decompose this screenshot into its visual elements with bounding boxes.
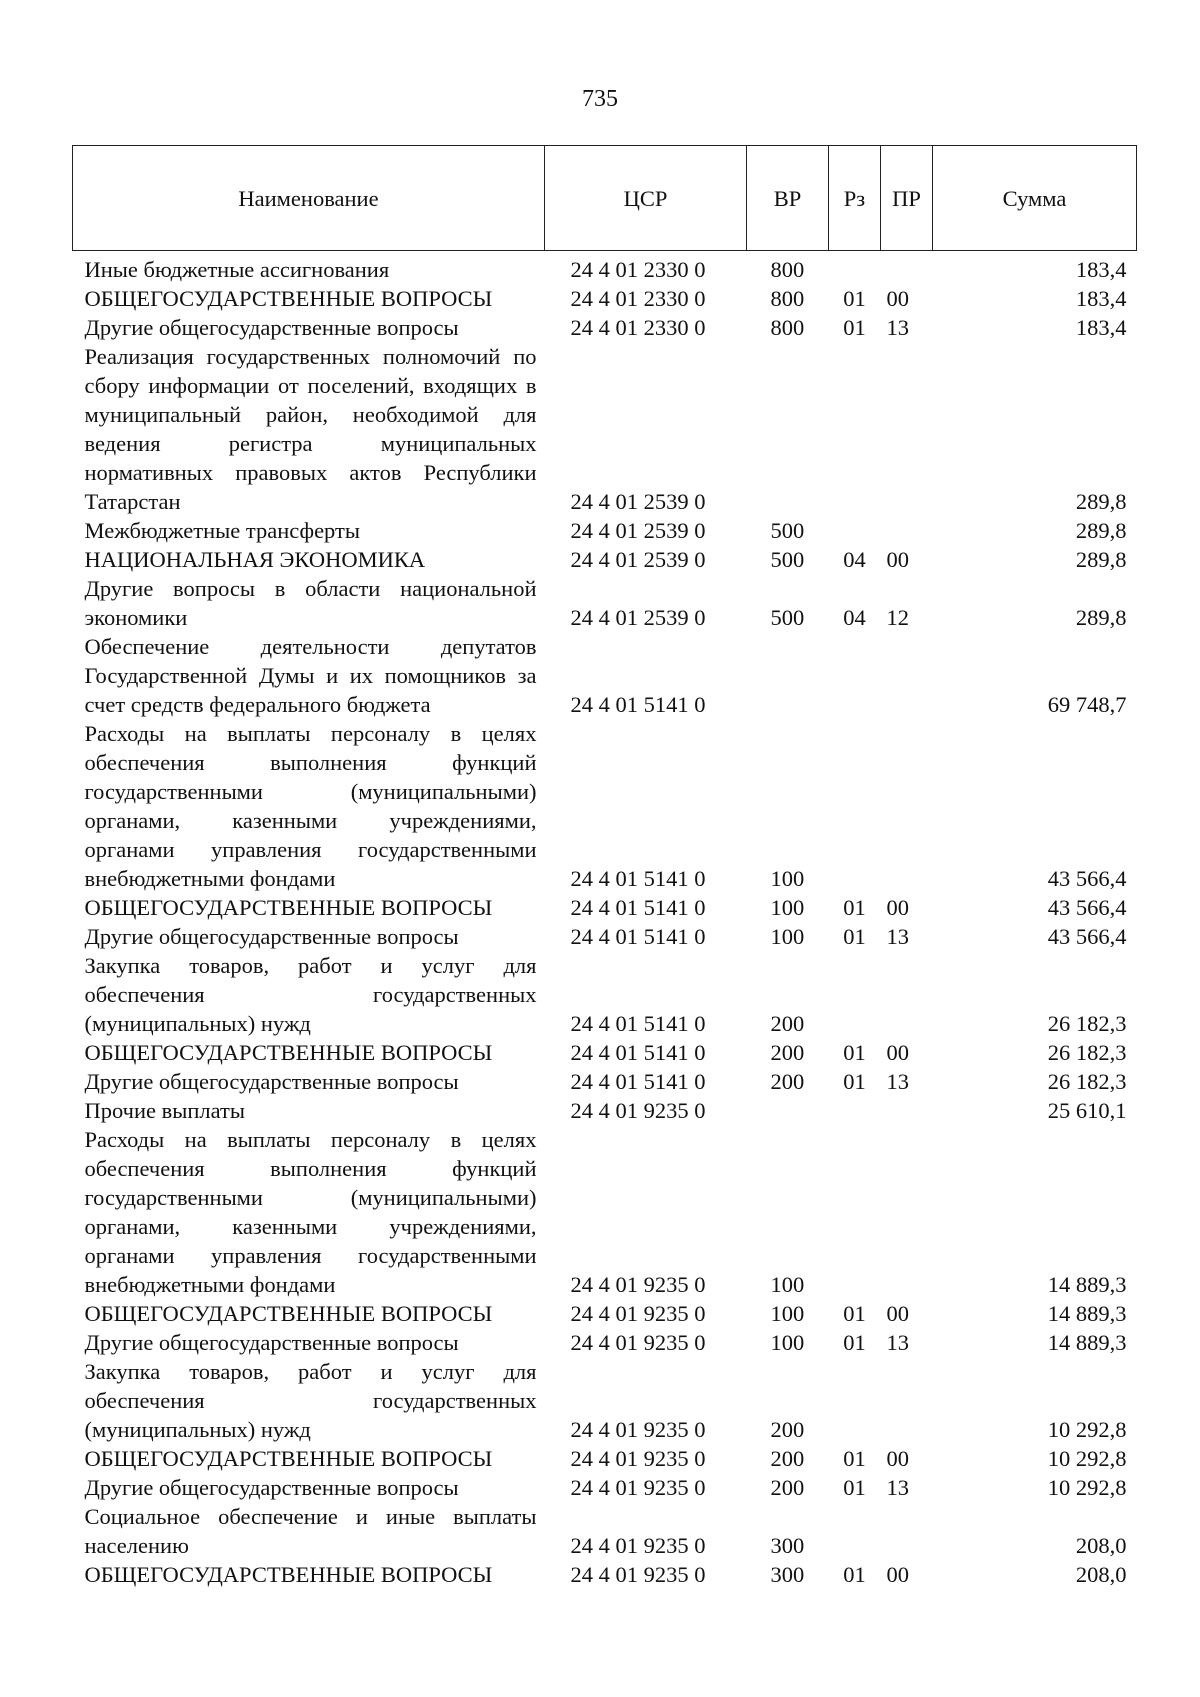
cell-name: ОБЩЕГОСУДАРСТВЕННЫЕ ВОПРОСЫ [84,895,493,920]
cell-rz [829,251,881,285]
table-row [73,1473,1137,1502]
cell-pr [881,951,933,1038]
cell-csr: 24 4 01 2539 0 [570,489,706,514]
cell-pr: 00 [886,1562,909,1587]
cell-sum: 289,8 [1075,605,1127,630]
cell-csr: 24 4 01 2330 0 [570,315,706,340]
cell-vr: 100 [770,1272,805,1297]
cell-vr: 100 [770,895,805,920]
cell-csr: 24 4 01 9235 0 [570,1330,706,1355]
cell-rz [829,1096,881,1125]
cell-csr: 24 4 01 9235 0 [570,1562,706,1587]
table-row [73,1502,1137,1560]
cell-vr: 500 [770,605,805,630]
cell-sum: 10 292,8 [1047,1417,1127,1442]
cell-csr: 24 4 01 9235 0 [570,1272,706,1297]
cell-csr: 24 4 01 5141 0 [570,1040,706,1065]
cell-sum: 26 182,3 [1047,1069,1127,1094]
cell-pr: 00 [886,1040,909,1065]
cell-csr: 24 4 01 5141 0 [570,692,706,717]
cell-name: Закупка товаров, работ и услуг для обеспечения государственных (муниципальных) нужд [84,953,537,1036]
cell-csr: 24 4 01 9235 0 [570,1301,706,1326]
table-row [73,922,1137,951]
cell-rz: 01 [843,315,866,340]
cell-pr [881,1125,933,1299]
cell-csr: 24 4 01 9235 0 [570,1417,706,1442]
cell-vr [747,342,829,516]
cell-vr [747,1096,829,1125]
cell-csr: 24 4 01 9235 0 [570,1446,706,1471]
cell-csr: 24 4 01 2330 0 [570,286,706,311]
cell-name: Закупка товаров, работ и услуг для обеспечения государственных (муниципальных) нужд [84,1359,537,1442]
cell-vr: 500 [770,547,805,572]
cell-name: Прочие выплаты [84,1098,245,1123]
table-row [73,1067,1137,1096]
cell-vr: 200 [770,1446,805,1471]
cell-name: Другие общегосударственные вопросы [84,1069,459,1094]
table-row [73,1038,1137,1067]
cell-vr: 200 [770,1040,805,1065]
cell-name: ОБЩЕГОСУДАРСТВЕННЫЕ ВОПРОСЫ [84,1562,493,1587]
cell-name: Другие общегосударственные вопросы [84,1475,459,1500]
cell-rz: 01 [843,1330,866,1355]
cell-pr [881,719,933,893]
cell-csr: 24 4 01 5141 0 [570,924,706,949]
budget-table [72,145,1137,1589]
cell-name: Расходы на выплаты персоналу в целях обеспечения выполнения функций государственными (муниципальными) органами, казенными учреждениями, органами управления государственными внебюджетными фондами [84,1127,537,1297]
cell-csr: 24 4 01 2539 0 [570,518,706,543]
cell-rz [829,719,881,893]
table-header [73,146,1137,251]
cell-vr: 800 [770,257,805,282]
cell-name: Другие вопросы в области национальной экономики [84,576,537,630]
cell-sum: 14 889,3 [1047,1272,1127,1297]
cell-vr: 300 [770,1562,805,1587]
cell-sum: 43 566,4 [1047,924,1127,949]
cell-vr: 100 [770,924,805,949]
cell-pr [881,1096,933,1125]
cell-sum: 289,8 [1075,518,1127,543]
cell-csr: 24 4 01 5141 0 [570,895,706,920]
cell-vr: 300 [770,1533,805,1558]
cell-vr: 500 [770,518,805,543]
cell-sum: 208,0 [1075,1562,1127,1587]
table-row [73,313,1137,342]
cell-pr: 00 [886,547,909,572]
cell-sum: 25 610,1 [1047,1098,1127,1123]
cell-sum: 43 566,4 [1047,895,1127,920]
table-body [73,251,1137,1590]
cell-pr [881,516,933,545]
cell-pr [881,342,933,516]
table-row [73,545,1137,574]
page-number: 735 [582,86,618,112]
cell-name: Реализация государственных полномочий по сбору информации от поселений, входящих в муниципальный район, необходимой для ведения регистра муниципальных нормативных правовых актов Республики Татарстан [84,344,537,514]
cell-name: Социальное обеспечение и иные выплаты населению [84,1504,537,1558]
cell-pr: 13 [886,315,909,340]
cell-vr: 100 [770,866,805,891]
cell-pr: 00 [886,895,909,920]
cell-rz: 01 [843,1040,866,1065]
cell-name: ОБЩЕГОСУДАРСТВЕННЫЕ ВОПРОСЫ [84,1446,493,1471]
cell-sum: 10 292,8 [1047,1446,1127,1471]
cell-csr: 24 4 01 5141 0 [570,1011,706,1036]
table-row [73,284,1137,313]
cell-name: Иные бюджетные ассигнования [84,257,390,282]
cell-pr: 13 [886,1069,909,1094]
cell-sum: 289,8 [1075,489,1127,514]
table-row [73,1299,1137,1328]
cell-csr: 24 4 01 9235 0 [570,1475,706,1500]
cell-vr [747,632,829,719]
cell-name: Расходы на выплаты персоналу в целях обеспечения выполнения функций государственными (муниципальными) органами, казенными учреждениями, органами управления государственными внебюджетными фондами [84,721,537,891]
column-header-pr: ПР [881,146,933,251]
table-row [73,1560,1137,1589]
cell-pr: 13 [886,1330,909,1355]
table-row [73,1444,1137,1473]
column-header-rz: Рз [829,146,881,251]
cell-rz [829,342,881,516]
cell-pr: 13 [886,924,909,949]
cell-name: Другие общегосударственные вопросы [84,1330,459,1355]
cell-sum: 69 748,7 [1047,692,1127,717]
cell-name: Обеспечение деятельности депутатов Государственной Думы и их помощников за счет средств федерального бюджета [84,634,537,717]
cell-csr: 24 4 01 9235 0 [570,1098,706,1123]
cell-pr: 13 [886,1475,909,1500]
cell-rz: 04 [843,547,866,572]
cell-pr: 00 [886,1301,909,1326]
cell-vr: 200 [770,1417,805,1442]
table-row [73,1328,1137,1357]
cell-sum: 26 182,3 [1047,1011,1127,1036]
cell-rz [829,516,881,545]
table-row [73,251,1137,285]
cell-pr [881,632,933,719]
header-row [73,146,1137,251]
cell-name: ОБЩЕГОСУДАРСТВЕННЫЕ ВОПРОСЫ [84,286,493,311]
cell-sum: 208,0 [1075,1533,1127,1558]
table-row [73,632,1137,719]
cell-sum: 14 889,3 [1047,1301,1127,1326]
column-header-vr: ВР [747,146,829,251]
cell-sum: 26 182,3 [1047,1040,1127,1065]
table-row [73,719,1137,893]
cell-sum: 289,8 [1075,547,1127,572]
cell-csr: 24 4 01 2539 0 [570,547,706,572]
cell-pr [881,251,933,285]
cell-csr: 24 4 01 5141 0 [570,866,706,891]
cell-vr: 200 [770,1011,805,1036]
cell-rz: 01 [843,1446,866,1471]
cell-vr: 100 [770,1330,805,1355]
cell-rz: 01 [843,1069,866,1094]
cell-sum: 10 292,8 [1047,1475,1127,1500]
table-row [73,1357,1137,1444]
cell-name: ОБЩЕГОСУДАРСТВЕННЫЕ ВОПРОСЫ [84,1301,493,1326]
cell-rz [829,632,881,719]
table-row [73,1125,1137,1299]
cell-sum: 14 889,3 [1047,1330,1127,1355]
cell-rz [829,1125,881,1299]
table-row [73,516,1137,545]
cell-name: НАЦИОНАЛЬНАЯ ЭКОНОМИКА [84,547,426,572]
cell-rz: 01 [843,924,866,949]
cell-rz: 01 [843,286,866,311]
cell-rz: 01 [843,1562,866,1587]
cell-name: ОБЩЕГОСУДАРСТВЕННЫЕ ВОПРОСЫ [84,1040,493,1065]
table-row [73,574,1137,632]
cell-csr: 24 4 01 2539 0 [570,605,706,630]
cell-csr: 24 4 01 5141 0 [570,1069,706,1094]
cell-csr: 24 4 01 9235 0 [570,1533,706,1558]
cell-sum: 43 566,4 [1047,866,1127,891]
cell-name: Другие общегосударственные вопросы [84,315,459,340]
table-row [73,1096,1137,1125]
cell-name: Межбюджетные трансферты [84,518,360,543]
table-row [73,342,1137,516]
cell-pr [881,1357,933,1444]
cell-rz [829,1357,881,1444]
column-header-name: Наименование [73,146,545,251]
cell-rz: 01 [843,1301,866,1326]
cell-vr: 200 [770,1475,805,1500]
table-row [73,893,1137,922]
cell-vr: 800 [770,286,805,311]
cell-name: Другие общегосударственные вопросы [84,924,459,949]
cell-sum: 183,4 [1075,257,1127,282]
column-header-sum: Сумма [933,146,1137,251]
cell-vr: 100 [770,1301,805,1326]
cell-pr [881,1502,933,1560]
cell-rz [829,1502,881,1560]
cell-pr: 00 [886,1446,909,1471]
cell-csr: 24 4 01 2330 0 [570,257,706,282]
table-row [73,951,1137,1038]
cell-pr: 00 [886,286,909,311]
cell-rz: 01 [843,895,866,920]
cell-rz: 04 [843,605,866,630]
cell-pr: 12 [886,605,909,630]
cell-sum: 183,4 [1075,286,1127,311]
cell-vr: 800 [770,315,805,340]
cell-vr: 200 [770,1069,805,1094]
column-header-csr: ЦСР [545,146,747,251]
cell-sum: 183,4 [1075,315,1127,340]
cell-rz [829,951,881,1038]
cell-rz: 01 [843,1475,866,1500]
